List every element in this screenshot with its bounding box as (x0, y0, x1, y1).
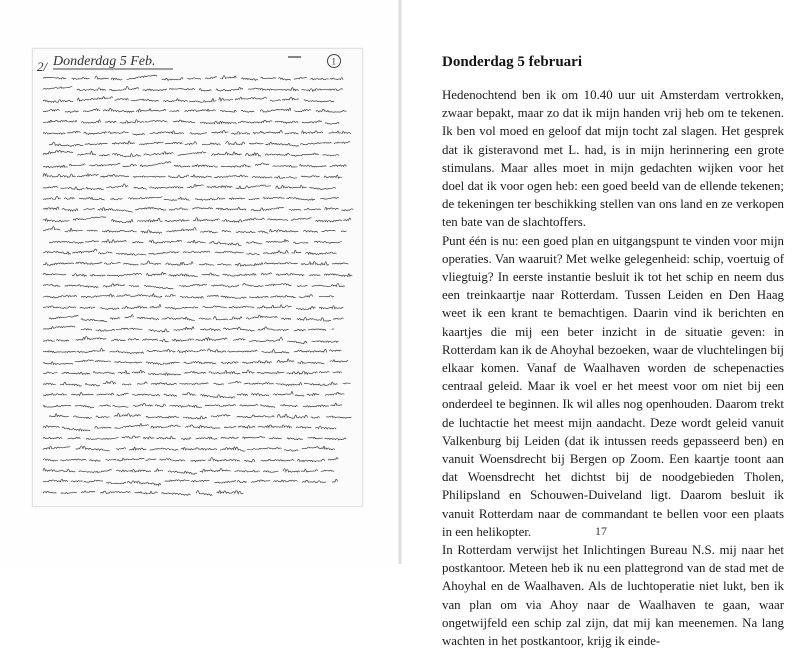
handwritten-line (43, 370, 342, 376)
handwritten-line (43, 491, 244, 496)
handwritten-line (43, 150, 339, 156)
handwritten-line (43, 86, 343, 91)
handwritten-line (43, 305, 343, 310)
handwritten-line (43, 403, 342, 408)
handwritten-line (43, 75, 343, 80)
handwritten-line (43, 207, 353, 212)
handwritten-line (43, 436, 346, 440)
handwriting-scribbles (33, 49, 362, 506)
handwritten-line (43, 217, 351, 223)
handwritten-line (49, 239, 342, 245)
handwritten-line (43, 130, 351, 135)
handwritten-line (43, 457, 338, 462)
handwritten-line (43, 336, 339, 343)
entry-paragraph-3: In Rotterdam verwijst het Inlichtingen Bureau N.S. mij naar het postkantoor. Meteen heb ik nu een plattegrond van de stad met de Ahoyhal en de Waalhaven. Als de luchtoperatie niet lukt, ben ik van plan om via Ahoy naar de Waalhaven te gaan, waar ongetwijfeld een schip zal zijn, dat mij kan meenemen. Na lang wachten in het postkantoor, krijg ik einde- (442, 543, 784, 649)
handwritten-line (43, 162, 346, 168)
handwritten-line (43, 272, 352, 276)
handwritten-line (43, 326, 334, 332)
handwritten-line (43, 479, 338, 485)
entry-body (442, 86, 784, 650)
handwritten-line (43, 283, 345, 289)
handwritten-line (43, 97, 334, 103)
entry-paragraph-1: Hedenochtend ben ik om 10.40 uur uit Amsterdam vertrokken, zwaar bepakt, maar zo dat ik mijn handen vrij heb om te tekenen. Ik ben vol moed en geloof dat mijn tocht zal slagen. Het gesprek dat ik gisteravond met L. had, is in mijn herinnering een grote stimulans. Maar alles moet in mijn gedachten wijken voor het doel dat ik voor ogen heb: een goed beeld van de ellende tekenen; de tekeningen ter beschikking stellen van ons land en ze verkopen ten bate van de slachtoffers. (442, 88, 784, 230)
handwritten-line (43, 174, 342, 179)
handwritten-line (43, 348, 341, 353)
handwritten-line (43, 227, 347, 234)
handwritten-line (43, 446, 335, 451)
handwritten-line (43, 108, 346, 112)
page-number: 17 (595, 524, 607, 538)
handwritten-line (43, 468, 334, 474)
manuscript-header-mark: 2/ (37, 59, 48, 74)
handwritten-line (49, 413, 352, 418)
handwritten-line (43, 381, 351, 386)
handwritten-lines (43, 75, 353, 496)
handwritten-line (43, 184, 336, 190)
entry-paragraph-2: Punt één is nu: een goed plan en uitgangspunt te vinden voor mijn operaties. Van waaruit? Met welke gelegenheid: schip, voertuig of vliegtuig? In eerste instantie besluit ik tot het schip en neem dus een treinkaartje naar Rotterdam. Tussen Leiden en Den Haag weet ik een krant te bemachtigen. Daarin vind ik berichten en kaartjes die mij een beter inzicht in de situatie geven: in Rotterdam kan ik de Ahoyhal bezoeken, waar de vluchtelingen bij elkaar komen. Vanaf de Waalhaven worden de schepenacties centraal geleid. Maar ik voel er het meest voor om niet bij een onderdeel te beginnen. Ik wil alles nog openhouden. Daarom trekt de luchtactie het meest mijn aandacht. Deze wordt geleid vanuit Valkenburg bij Leiden (dat ik intussen reeds gepasseerd ben) en vanuit Woensdrecht bij Bergen op Zoom. Een kaartje toont aan dat Woensdrecht het dichtst bij de noodgebieden Tholen, Philipsland en Schouwen-Duiveland ligt. Daarom besluit ik vanuit Rotterdam naar de commandant te bellen voor een plaats in een helikopter. (442, 233, 784, 539)
manuscript-page-number: 1 (331, 56, 336, 67)
handwritten-line (43, 261, 348, 266)
entry-heading: Donderdag 5 februari (442, 54, 582, 70)
handwritten-line (43, 120, 339, 125)
left-page (0, 0, 398, 564)
manuscript-header-date: Donderdag 5 Feb. (53, 54, 156, 69)
handwritten-manuscript-image (32, 48, 363, 507)
handwritten-line (43, 424, 336, 431)
handwritten-line (43, 196, 339, 200)
handwritten-line (43, 392, 344, 399)
handwritten-line (43, 249, 336, 255)
handwritten-line (43, 359, 348, 365)
handwritten-line (49, 141, 350, 147)
handwritten-line (43, 294, 334, 299)
handwritten-line (49, 315, 344, 322)
right-page (402, 0, 800, 649)
